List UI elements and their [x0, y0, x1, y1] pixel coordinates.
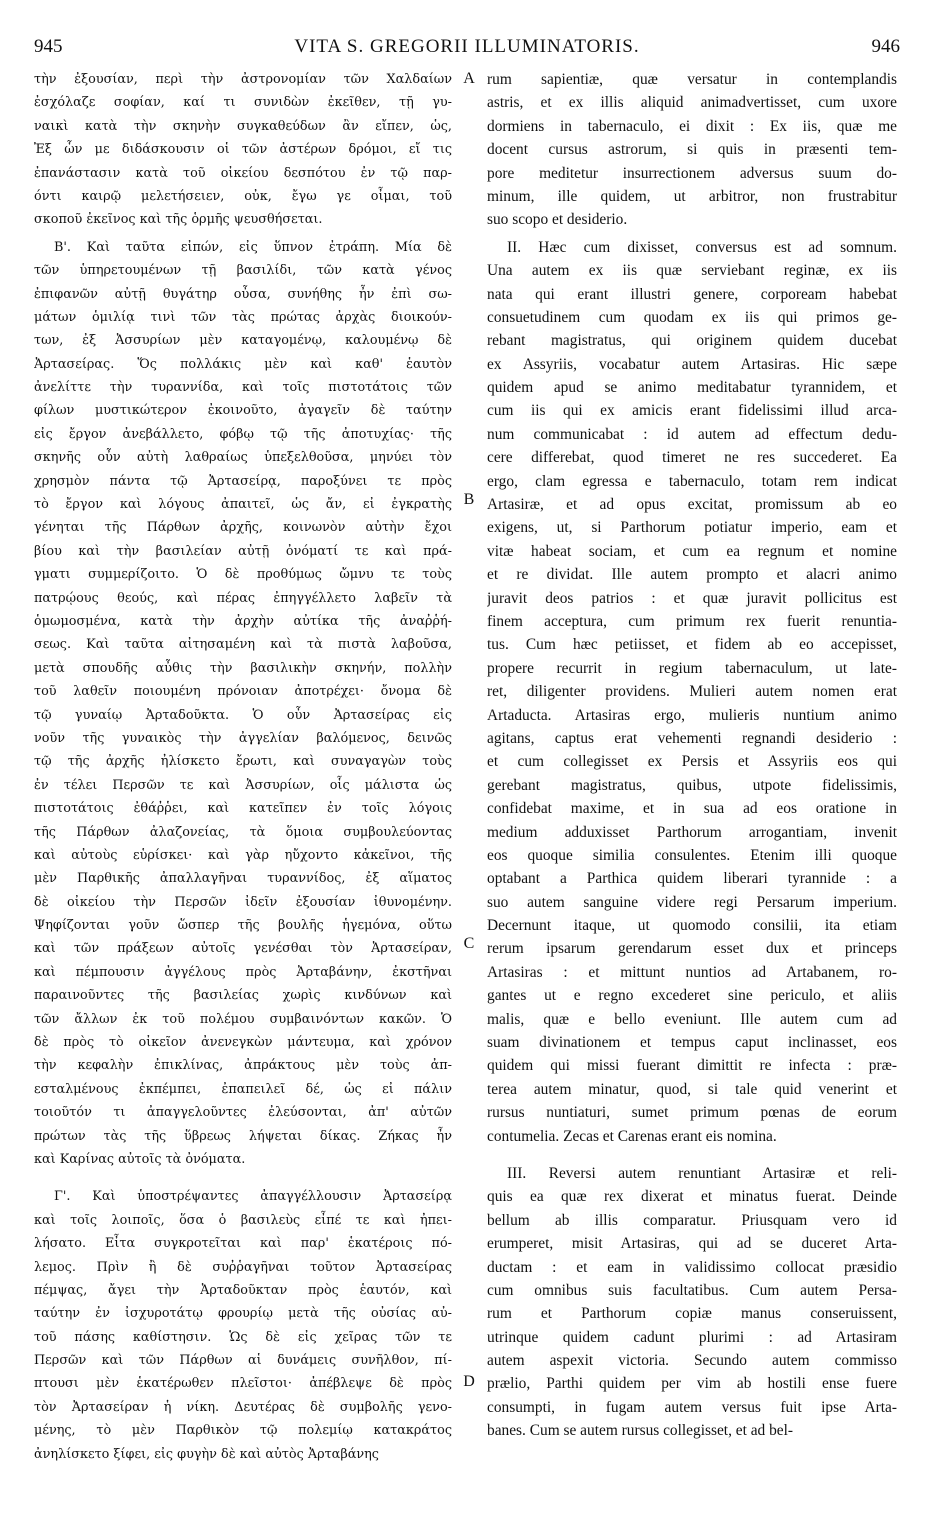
text-line: τῷ τῆς ἀρχῆς ἠλίσκετο ἔρωτι, καὶ συναγαγὼν τοὺς: [34, 754, 452, 770]
text-line: εἰς ἔργον ἀνεβάλλετο, φόβῳ τῷ τῆς ἀποτυχίας· τῆς: [34, 426, 452, 442]
text-line: rum et Parthorum copiæ manus conseruissent,: [487, 1305, 897, 1323]
text-line: vitæ habeat sociam, et cum ea regnum et nomine: [487, 542, 897, 560]
text-line: Ἐξ ὧν με διδάσκουσιν οἱ τῶν ἀστέρων δρόμοι, εἴ τις: [34, 142, 452, 158]
text-line: μετὰ σπουδῆς αὖθις τὴν βασιλικὴν σκηνήν, πολλὴν: [34, 660, 452, 676]
text-line: λεμος. Πρὶν ἢ δὲ συῤῥαγῆναι τοῦτον Ἀρτασείρας: [34, 1259, 452, 1275]
text-line: ὁμωμοσμένα, κατὰ τὴν ἀρχὴν αὐτίκα τῆς ἀναῤῥή-: [34, 613, 452, 629]
text-line: ἐν τέλει Περσῶν τε καὶ Ἀσσυρίων, οἷς μάλιστα ὡς: [34, 777, 452, 793]
paragraph-gap: [487, 1148, 897, 1162]
text-line: εσταλμένους ἐκπέμπει, ἐπαπειλεῖ δέ, ὡς εἰ πάλιν: [34, 1081, 452, 1097]
text-line: bellum ab illis comparatur. Priusquam vero id: [487, 1211, 897, 1229]
text-line: μάτων ὁμιλίᾳ τινὶ τῶν τὰς πρώτας ἀρχὰς διοικούν-: [34, 309, 452, 325]
text-line: ergo, clam egressa e tabernaculo, totam rem indicat: [487, 472, 897, 490]
text-line: καὶ αὐτοὺς εὑρίσκει· καὶ γὰρ ηὔχοντο κἀκεῖνοι, τῆς: [34, 847, 452, 863]
greek-paragraph-3: [34, 1185, 452, 1466]
text-line: γένηται τῆς Πάρθων ἀρχῆς, κοινωνὸν αὐτὴν ἔχοι: [34, 520, 452, 536]
text-line: Artasiræ, et ad opus excitat, promissum ab eo: [487, 496, 897, 514]
text-line: quidem qui missi fuerant dimittit re infecta : præ-: [487, 1057, 897, 1075]
text-line: consumpti, in fugam autem versus fuit ipse Arta-: [487, 1398, 897, 1416]
running-title: VITA S. GREGORII ILLUMINATORIS.: [294, 36, 640, 57]
text-line: ναικὶ κατὰ τὴν σκηνὴν συγκαθεύδων ἂν εἴπεν, ὡς,: [34, 118, 452, 134]
margin-marker-d: D: [463, 1373, 475, 1390]
text-line: et re dividat. Ille autem prompto et alacri animo: [487, 566, 897, 584]
margin-marker-a: A: [463, 70, 475, 87]
text-line: χρησμὸν πάντα τῷ Ἀρτασείρᾳ, παροξύνει τε πρὸς: [34, 473, 452, 489]
text-line: propere recurrit in regium tabernaculum, ut late-: [487, 659, 897, 677]
text-line: tus. Cum hæc petiisset, et fidem ab eo accepisset,: [487, 636, 897, 654]
text-line: juravit deos patrios : et quæ juravit pollicitus est: [487, 589, 897, 607]
text-line: Artaducta. Artasiras ergo, mulieris nuntium animo: [487, 706, 897, 724]
text-line: astris, et ex illis aliquid animadvertisset, cum uxore: [487, 94, 897, 112]
text-line: καὶ πέμπουσιν ἀγγέλους πρὸς Ἀρταβάνην, ἐκστῆναι: [34, 964, 452, 980]
text-line: rebant magistratus, qui originem quidem ducebat: [487, 332, 897, 350]
text-line: dormiens in tabernaculo, ei dixit : Ex iis, quæ me: [487, 117, 897, 135]
margin-marker-b: B: [463, 491, 475, 508]
text-line: ἀνελίττε τὴν τυραννίδα, καὶ τοῖς πιστοτάτοις τῶν: [34, 380, 452, 396]
text-line: παραινοῦντες τῆς βασιλείας χωρὶς κινδύνων καὶ: [34, 988, 452, 1004]
text-line: rum sapientiæ, quæ versatur in contemplandis: [487, 71, 897, 88]
text-line: πατρῴους θεούς, καὶ πέρας ἐπηγγέλλετο λαβεῖν τὰ: [34, 590, 452, 606]
text-line: τὸν Ἀρτασείραν ἡ νίκη. Δευτέρας δὲ συμβολῆς γενο-: [34, 1399, 452, 1415]
text-line: suo scopo et desiderio.: [487, 211, 628, 229]
text-line: contumelia. Zecas et Carenas erant eis nomina.: [487, 1127, 777, 1145]
text-line: τὸ ἔργον καὶ λόγους ἀπαιτεῖ, ὡς ἄν, εἰ ἐγκρατὴς: [34, 497, 452, 513]
text-line: πτουσι μὲν ἑκατέρωθεν πλεῖστοι· ἀπέβλεψε δὲ πρὸς: [34, 1376, 452, 1392]
text-line: malis, quæ e bello eveniunt. Ille autem cum ad: [487, 1010, 897, 1028]
margin-marker-c: C: [463, 935, 475, 952]
text-line: et cum collegisset ex Persis et Assyriis eos qui: [487, 753, 897, 771]
text-line: τῆς Πάρθων ἀλαζονείας, τὰ ὅμοια συμβουλεύοντας: [34, 824, 452, 840]
text-line: Β'. Καὶ ταῦτα εἰπών, εἰς ὕπνον ἐτράπη. Μία δὲ: [54, 239, 452, 255]
text-line: ἐσχόλαζε σοφίαν, καί τι συνιδὼν ἐκεῖθεν, τῇ γυ-: [34, 95, 452, 111]
text-line: μένης, τὸ μὲν Παρθικὸν τῷ πολεμίῳ κατακράτος: [34, 1423, 452, 1439]
text-line: gerebant magistratus, quibus, utpote fidelissimis,: [487, 776, 897, 794]
text-line: nata qui erant illustri genere, corpoream habebat: [487, 285, 897, 303]
text-line: πιστοτάτοις ἐθάῤῥει, καὶ κατεῖπεν ἐν τοῖς λόγοις: [34, 801, 452, 817]
text-line: γματι συμμερίζοιτο. Ὁ δὲ προθύμως ὤμνυ τε τοὺς: [34, 567, 452, 583]
greek-paragraph-1: [34, 68, 452, 232]
text-line: suo autem sanguine videre regi Persarum imperium.: [487, 893, 897, 911]
text-line: II. Hæc cum dixisset, conversus est ad somnum.: [507, 238, 897, 256]
text-line: όντι καιρῷ μελετήσειεν, οὐκ, ἔγω γε οἶμαι, τοῦ: [34, 188, 452, 204]
text-line: quidem apud se animo meditabatur tyrannidem, et: [487, 379, 897, 397]
text-line: δὲ πρὸς τὸ οἰκεῖον ἀνενεγκὼν μάντευμα, καὶ χρόνον: [34, 1035, 452, 1051]
text-line: τὴν ἐξουσίαν, περὶ τὴν ἀστρονομίαν τῶν Χαλδαίων: [34, 72, 452, 87]
text-line: cere differebat, quod timeret ne res succederet. Ea: [487, 449, 897, 467]
text-line: τῷ γυναίῳ Ἀρταδοῦκτα. Ὁ οὖν Ἀρτασείρας εἰς: [34, 707, 452, 723]
text-line: τῶν ὑπηρετουμένων τῇ βασιλίδι, τῶν κατὰ γένος: [34, 263, 452, 279]
latin-paragraph-1: [487, 68, 897, 232]
text-line: Ψηφίζονται γοῦν ὥσπερ τῆς βουλῆς ἡγεμόνα, οὕτω: [34, 918, 452, 934]
text-line: autem aspexit victoria. Secundo autem commisso: [487, 1352, 897, 1370]
text-line: τοῦ λαθεῖν ποιουμένη πρόνοιαν ἀποτρέχει· ὄνομα δὲ: [34, 684, 452, 700]
text-line: σκοποῦ ἐκεῖνος καὶ τῆς ὁρμῆς ψευσθήσεται.: [34, 212, 323, 228]
text-line: cum omnibus suis facultatibus. Cum autem Persa-: [487, 1281, 897, 1299]
running-header: [34, 30, 900, 60]
latin-paragraph-3: [487, 1162, 897, 1443]
text-line: τὴν κεφαλὴν ἐπικλίνας, ἀπράκτους μὲν τοὺς ἀπ-: [34, 1058, 452, 1074]
text-line: finem acceptura, cum primum rex fuerit renuntia-: [487, 612, 897, 630]
text-line: ἀνηλίσκετο ξίφει, εἰς φυγὴν δὲ καὶ αὐτὸς Ἀρταβάνης: [34, 1446, 379, 1462]
text-line: νοῦν τῆς γυναικὸς τὴν ἀγγελίαν βαλόμενος, δεινῶς: [34, 730, 452, 746]
text-line: Περσῶν καὶ τῶν Πάρθων αἱ δυνάμεις συνῆλθον, πί-: [34, 1353, 452, 1369]
text-line: num communicabat : id autem ad effectum dedu-: [487, 425, 897, 443]
text-line: rursus nuntiaturi, sumet primum pœnas de eorum: [487, 1104, 897, 1122]
text-line: ἐπιφανῶν αὐτῇ θυγάτηρ οὖσα, συνήθης ἦν ἐπὶ σω-: [34, 286, 452, 302]
text-line: Una autem ex iis quæ serviebant reginæ, ex iis: [487, 262, 897, 280]
text-line: Artasiras : et mittunt nuntios ad Artabanem, ro-: [487, 963, 897, 981]
text-line: φίλων μυστικώτερον ἐκοινοῦτο, ἀγαγεῖν δὲ ταύτην: [34, 403, 452, 419]
text-line: σκηνῆς οὖν αὐτὴ λαθραίως ὑπεξελθοῦσα, μηνύει τὸν: [34, 450, 452, 466]
text-line: Γ'. Καὶ ὑποστρέψαντες ἀπαγγέλλουσιν Ἀρτασείρᾳ: [54, 1189, 452, 1205]
text-line: prælio, Parthi quidem per vim ab hostili ense fuere: [487, 1375, 897, 1393]
text-line: σεως. Καὶ ταῦτα αἰτησαμένη καὶ τὰ πιστὰ λαβοῦσα,: [34, 637, 452, 653]
text-line: utrinque quidem cadunt plurimi : ad Artasiram: [487, 1328, 897, 1346]
text-line: terea autem minatur, quod, si tale quid venerint et: [487, 1080, 897, 1098]
text-line: eos quoque similia consulentes. Etenim illi quoque: [487, 846, 897, 864]
text-line: καὶ τῶν πράξεων αὐτοῖς γενέσθαι τὸν Ἀρτασείραν,: [34, 941, 452, 957]
text-line: καὶ τοῖς λοιποῖς, ὅσα ὁ βασιλεὺς εἶπέ τε καὶ ἠπει-: [34, 1212, 452, 1228]
page-number-left: 945: [34, 36, 63, 57]
text-line: docent cursus astrorum, si quis in præsenti tem-: [487, 141, 897, 159]
text-line: quis ea quæ rex dixerat et minatus fuerat. Deinde: [487, 1188, 897, 1206]
text-line: III. Reversi autem renuntiant Artasiræ et reli-: [507, 1164, 897, 1182]
greek-paragraph-2: [34, 236, 452, 1172]
text-line: βίου καὶ τὴν βασιλείαν αὐτῇ ὀνόματί τε καὶ πρά-: [34, 543, 452, 559]
text-line: ταύτην ἐν ἰσχυροτάτῳ φρουρίῳ μετὰ τῆς οὐσίας αὐ-: [34, 1306, 452, 1322]
text-line: medium adduxisset Parthorum arrogantiam, invenit: [487, 823, 897, 841]
text-line: minum, ille quidem, ut arbitror, non frustrabitur: [487, 187, 897, 205]
text-line: cum iis qui ex amicis erant fidelissimi illud arca-: [487, 402, 897, 420]
text-line: δὲ οἰκείου τὴν Περσῶν ἰδεῖν ἐξουσίαν ἰθυνομένην.: [34, 894, 452, 910]
text-line: consuetudinem cum quodam ex iis qui primos ge-: [487, 308, 897, 326]
text-line: καὶ Καρίνας αὐτοῖς τὰ ὀνόματα.: [34, 1151, 246, 1167]
text-line: ret, diligenter providens. Mulieri autem nomen erat: [487, 683, 897, 701]
paragraph-gap: [34, 1171, 452, 1185]
text-line: τῶν ἄλλων ἐκ τοῦ πολέμου συμβαινόντων κακῶν. Ὁ: [34, 1011, 452, 1027]
text-line: optabant a Parthica quidem liberari tyrannide : a: [487, 870, 897, 888]
latin-paragraph-2: [487, 236, 897, 1148]
greek-column: [34, 68, 452, 1466]
text-line: πέμψας, ἄγει τὴν Ἀρταδοῦκταν πρὸς ἑαυτόν, καὶ: [34, 1282, 452, 1298]
latin-column: [487, 68, 897, 1443]
text-line: exigens, ut, si Parthorum potiatur imperio, eam et: [487, 519, 897, 537]
text-line: Decernunt itaque, ut quomodo consilii, ita etiam: [487, 917, 897, 935]
text-line: των, ἐξ Ἀσσυρίων μὲν καταγομένῳ, καλουμένῳ δὲ: [34, 333, 452, 349]
text-line: gantes ut e regno excederet sine periculo, et aliis: [487, 987, 897, 1005]
text-line: ex Assyriis, vocabatur autem Artasiras. Hic sæpe: [487, 355, 897, 373]
text-line: suam divinationem et tempus caput inclinasset, eos: [487, 1034, 897, 1052]
text-line: agitans, captus erat vehementi regnandi desiderio :: [487, 729, 897, 747]
text-line: λήσατο. Εἶτα συγκροτεῖται καὶ παρ' ἑκατέροις πό-: [34, 1236, 452, 1252]
page-number-right: 946: [871, 36, 900, 57]
text-line: μὲν Παρθικῆς ἀπαλλαγῆναι τυραννίδος, ἐξ αἵματος: [34, 871, 452, 887]
text-line: τοῦ πάσης καθίστησιν. Ὡς δὲ εἰς χεῖρας τῶν τε: [34, 1329, 452, 1345]
text-line: ductam : et eam in validissimo collocat præsidio: [487, 1258, 897, 1276]
text-line: ἐπανάστασιν κατὰ τοῦ οἰκείου δεσπότου ἐν τῷ παρ-: [34, 165, 452, 181]
text-line: erumperet, misit Artasiras, qui ad se duceret Arta-: [487, 1235, 897, 1253]
text-line: Ἀρτασείρας. Ὅς πολλάκις μὲν καὶ καθ' ἑαυτὸν: [34, 356, 452, 372]
text-line: pore meditetur insurrectionem adversus suum do-: [487, 164, 897, 182]
text-line: τοιοῦτόν τι ἀπαγγελοῦντες ἐλεύσονται, ἀπ' αὐτῶν: [34, 1105, 452, 1121]
text-line: rerum ipsarum gerendarum esset dux et princeps: [487, 940, 897, 958]
text-line: banes. Cum se autem rursus collegisset, et ad bel-: [487, 1422, 794, 1440]
text-line: confidebat maxime, et in sua ad eos oratione in: [487, 800, 897, 818]
text-line: πρώτων τὰς τῆς ὕβρεως λήψεται δίκας. Ζήκας ἦν: [34, 1128, 452, 1144]
